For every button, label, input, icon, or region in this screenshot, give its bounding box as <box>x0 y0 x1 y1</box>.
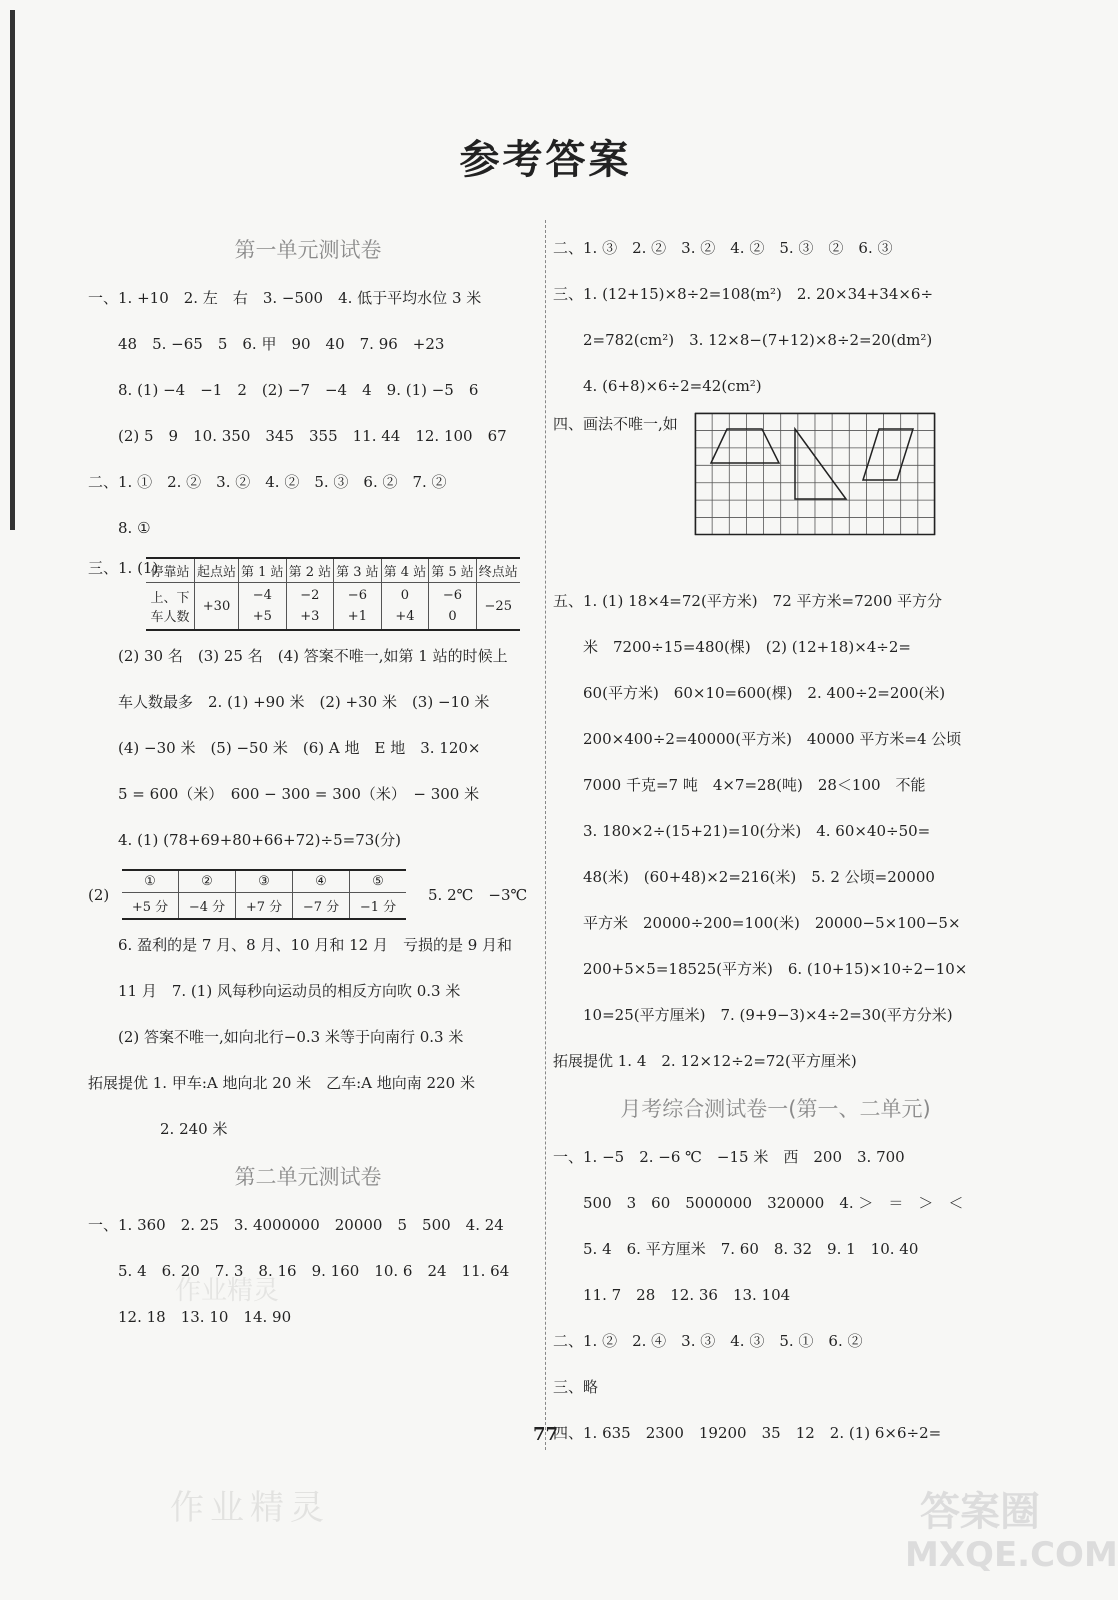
answer-line: 2=782(cm²) 3. 12×8−(7+12)×8÷2=20(dm²) <box>583 331 933 349</box>
answer-line: 4. (1) (78+69+80+66+72)÷5=73(分) <box>118 831 401 849</box>
page-title: 参考答案 <box>459 136 632 183</box>
grid-label: 四、画法不唯一,如 <box>553 415 678 433</box>
answer-line: 8. ① <box>118 519 151 537</box>
answer-line: 200+5×5=18525(平方米) 6. (10+15)×10÷2−10× <box>583 960 968 978</box>
parallelogram-shape <box>863 429 913 480</box>
column-divider <box>545 220 546 1450</box>
score-table-cell: −1 分 <box>350 893 407 920</box>
answer-line: 11. 7 28 12. 36 13. 104 <box>583 1286 791 1304</box>
page-number: 77 <box>532 1424 559 1445</box>
unit1-answers-c <box>88 922 528 1152</box>
answer-line: 米 7200÷15=480(棵) (2) (12+18)×4÷2= <box>583 638 911 656</box>
monthly-test-heading: 月考综合测试卷一(第一、二单元) <box>620 1097 931 1121</box>
score-table-header: ③ <box>236 870 293 893</box>
answer-line: 三、略 <box>553 1378 599 1396</box>
answer-line: (2) 答案不唯一,如向北行−0.3 米等于向南行 0.3 米 <box>118 1028 464 1046</box>
stop-table-prefix: 三、1. (1) <box>88 559 159 577</box>
score-table-cell: −7 分 <box>293 893 350 920</box>
answer-line: 48 5. −65 5 6. 甲 90 40 7. 96 +23 <box>118 335 445 353</box>
answer-line: 四、1. 635 2300 19200 35 12 2. (1) 6×6÷2= <box>553 1424 942 1442</box>
score-table-header: ⑤ <box>350 870 407 893</box>
answer-line: 二、1. ① 2. ② 3. ② 4. ② 5. ③ 6. ② 7. ② <box>88 473 447 491</box>
answer-line: 5 = 600（米） 600 − 300 = 300（米） − 300 米 <box>118 785 480 803</box>
unit1-answers-a <box>88 275 528 551</box>
stop-table-header: 第 1 站 <box>239 558 287 583</box>
stop-table-header: 第 2 站 <box>286 558 334 583</box>
answer-line: 一、1. 360 2. 25 3. 4000000 20000 5 500 4. 24 <box>88 1216 504 1234</box>
watermark-url: MXQE.COM <box>905 1535 1118 1575</box>
triangle-shape <box>795 429 846 499</box>
stop-table <box>146 557 520 631</box>
answer-line: 8. (1) −4 −1 2 (2) −7 −4 4 9. (1) −5 6 <box>118 381 479 399</box>
stop-table-block <box>88 557 528 631</box>
answer-line: 5. 4 6. 20 7. 3 8. 16 9. 160 10. 6 24 11. 64 <box>118 1262 510 1280</box>
stop-table-cell: +30 <box>195 583 239 631</box>
scan-edge <box>10 10 15 530</box>
answer-line: 4. (6+8)×6÷2=42(cm²) <box>583 377 762 395</box>
right-answers-a <box>553 225 998 409</box>
stop-table-header: 停靠站 <box>146 558 195 583</box>
score-table <box>122 869 406 920</box>
watermark-mid: 作业精灵 <box>175 1276 280 1306</box>
score-table-header: ② <box>179 870 236 893</box>
score-table-block <box>88 869 528 920</box>
answer-line: 二、1. ② 2. ④ 3. ③ 4. ③ 5. ① 6. ② <box>553 1332 863 1350</box>
score-table-suffix: 5. 2℃ −3℃ <box>428 886 528 904</box>
stop-table-header: 第 3 站 <box>334 558 382 583</box>
answer-line: (2) 30 名 (3) 25 名 (4) 答案不唯一,如第 1 站的时候上 <box>118 647 508 665</box>
answer-line: 2. 240 米 <box>160 1120 228 1138</box>
score-table-cell: +7 分 <box>236 893 293 920</box>
answer-line: 拓展提优 1. 甲车:A 地向北 20 米 乙车:A 地向南 220 米 <box>88 1074 475 1092</box>
score-table-header: ④ <box>293 870 350 893</box>
stop-table-header: 终点站 <box>476 558 520 583</box>
answer-line: (2) 5 9 10. 350 345 355 11. 44 12. 100 67 <box>118 427 507 445</box>
unit2-heading: 第二单元测试卷 <box>234 1165 382 1189</box>
answer-line: 三、1. (12+15)×8÷2=108(m²) 2. 20×34+34×6÷ <box>553 285 934 303</box>
answer-line: (4) −30 米 (5) −50 米 (6) A 地 E 地 3. 120× <box>118 739 481 757</box>
answer-line: 五、1. (1) 18×4=72(平方米) 72 平方米=7200 平方分 <box>553 592 943 610</box>
score-table-prefix: (2) <box>88 885 110 904</box>
left-column <box>88 225 528 1340</box>
answer-line: 二、1. ③ 2. ② 3. ② 4. ② 5. ③ ② 6. ③ <box>553 239 893 257</box>
answer-line: 500 3 60 5000000 320000 4. ＞ ＝ ＞ ＜ <box>583 1194 964 1212</box>
answer-line: 12. 18 13. 10 14. 90 <box>118 1308 292 1326</box>
stop-table-cell: −4 +5 <box>239 583 287 631</box>
unit1-answers-b <box>88 633 528 863</box>
grid-answer-block <box>553 413 998 578</box>
score-table-cell: −4 分 <box>179 893 236 920</box>
stop-table-cell: −2 +3 <box>286 583 334 631</box>
stop-table-header: 第 5 站 <box>429 558 477 583</box>
right-answers-b <box>553 578 998 1084</box>
stop-table-cell: 0 +4 <box>381 583 429 631</box>
answer-line: 11 月 7. (1) 风每秒向运动员的相反方向吹 0.3 米 <box>118 982 461 1000</box>
stop-table-header: 起点站 <box>195 558 239 583</box>
answer-line: 60(平方米) 60×10=600(棵) 2. 400÷2=200(米) <box>583 684 946 702</box>
answer-line: 5. 4 6. 平方厘米 7. 60 8. 32 9. 1 10. 40 <box>583 1240 919 1258</box>
stop-table-header: 第 4 站 <box>381 558 429 583</box>
watermark-bottom-left: 作业精灵 <box>170 1488 330 1528</box>
stop-table-row-label: 上、下车人数 <box>150 591 190 625</box>
answer-line: 6. 盈利的是 7 月、8 月、10 月和 12 月 亏损的是 9 月和 <box>118 936 513 954</box>
answer-line: 3. 180×2÷(15+21)=10(分米) 4. 60×40÷50= <box>583 822 931 840</box>
right-column <box>553 225 998 1456</box>
answer-line: 7000 千克=7 吨 4×7=28(吨) 28＜100 不能 <box>583 776 926 794</box>
score-table-cell: +5 分 <box>131 900 169 915</box>
stop-table-cell: −6 +1 <box>334 583 382 631</box>
answer-line: 拓展提优 1. 4 2. 12×12÷2=72(平方厘米) <box>553 1052 857 1070</box>
trapezoid-shape <box>711 429 779 463</box>
stop-table-cell: −25 <box>476 583 520 631</box>
score-table-header: ① <box>122 870 179 893</box>
answer-line: 车人数最多 2. (1) +90 米 (2) +30 米 (3) −10 米 <box>118 693 490 711</box>
answer-line: 200×400÷2=40000(平方米) 40000 平方米=4 公顷 <box>583 730 962 748</box>
unit1-heading: 第一单元测试卷 <box>234 238 382 262</box>
watermark-logo: 答案圈 <box>920 1489 1040 1535</box>
answer-line: 10=25(平方厘米) 7. (9+9−3)×4÷2=30(平方分米) <box>583 1006 953 1024</box>
answer-line: 48(米) (60+48)×2=216(米) 5. 2 公顷=20000 <box>583 868 935 886</box>
stop-table-cell: −6 0 <box>429 583 477 631</box>
right-answers-c <box>553 1134 998 1456</box>
answer-line: 一、1. +10 2. 左 右 3. −500 4. 低于平均水位 3 米 <box>88 289 482 307</box>
answer-line: 平方米 20000÷200=100(米) 20000−5×100−5× <box>583 914 961 932</box>
unit2-answers <box>88 1202 528 1340</box>
answer-line: 一、1. −5 2. −6 ℃ −15 米 西 200 3. 700 <box>553 1148 905 1166</box>
drawing-grid <box>695 413 935 535</box>
